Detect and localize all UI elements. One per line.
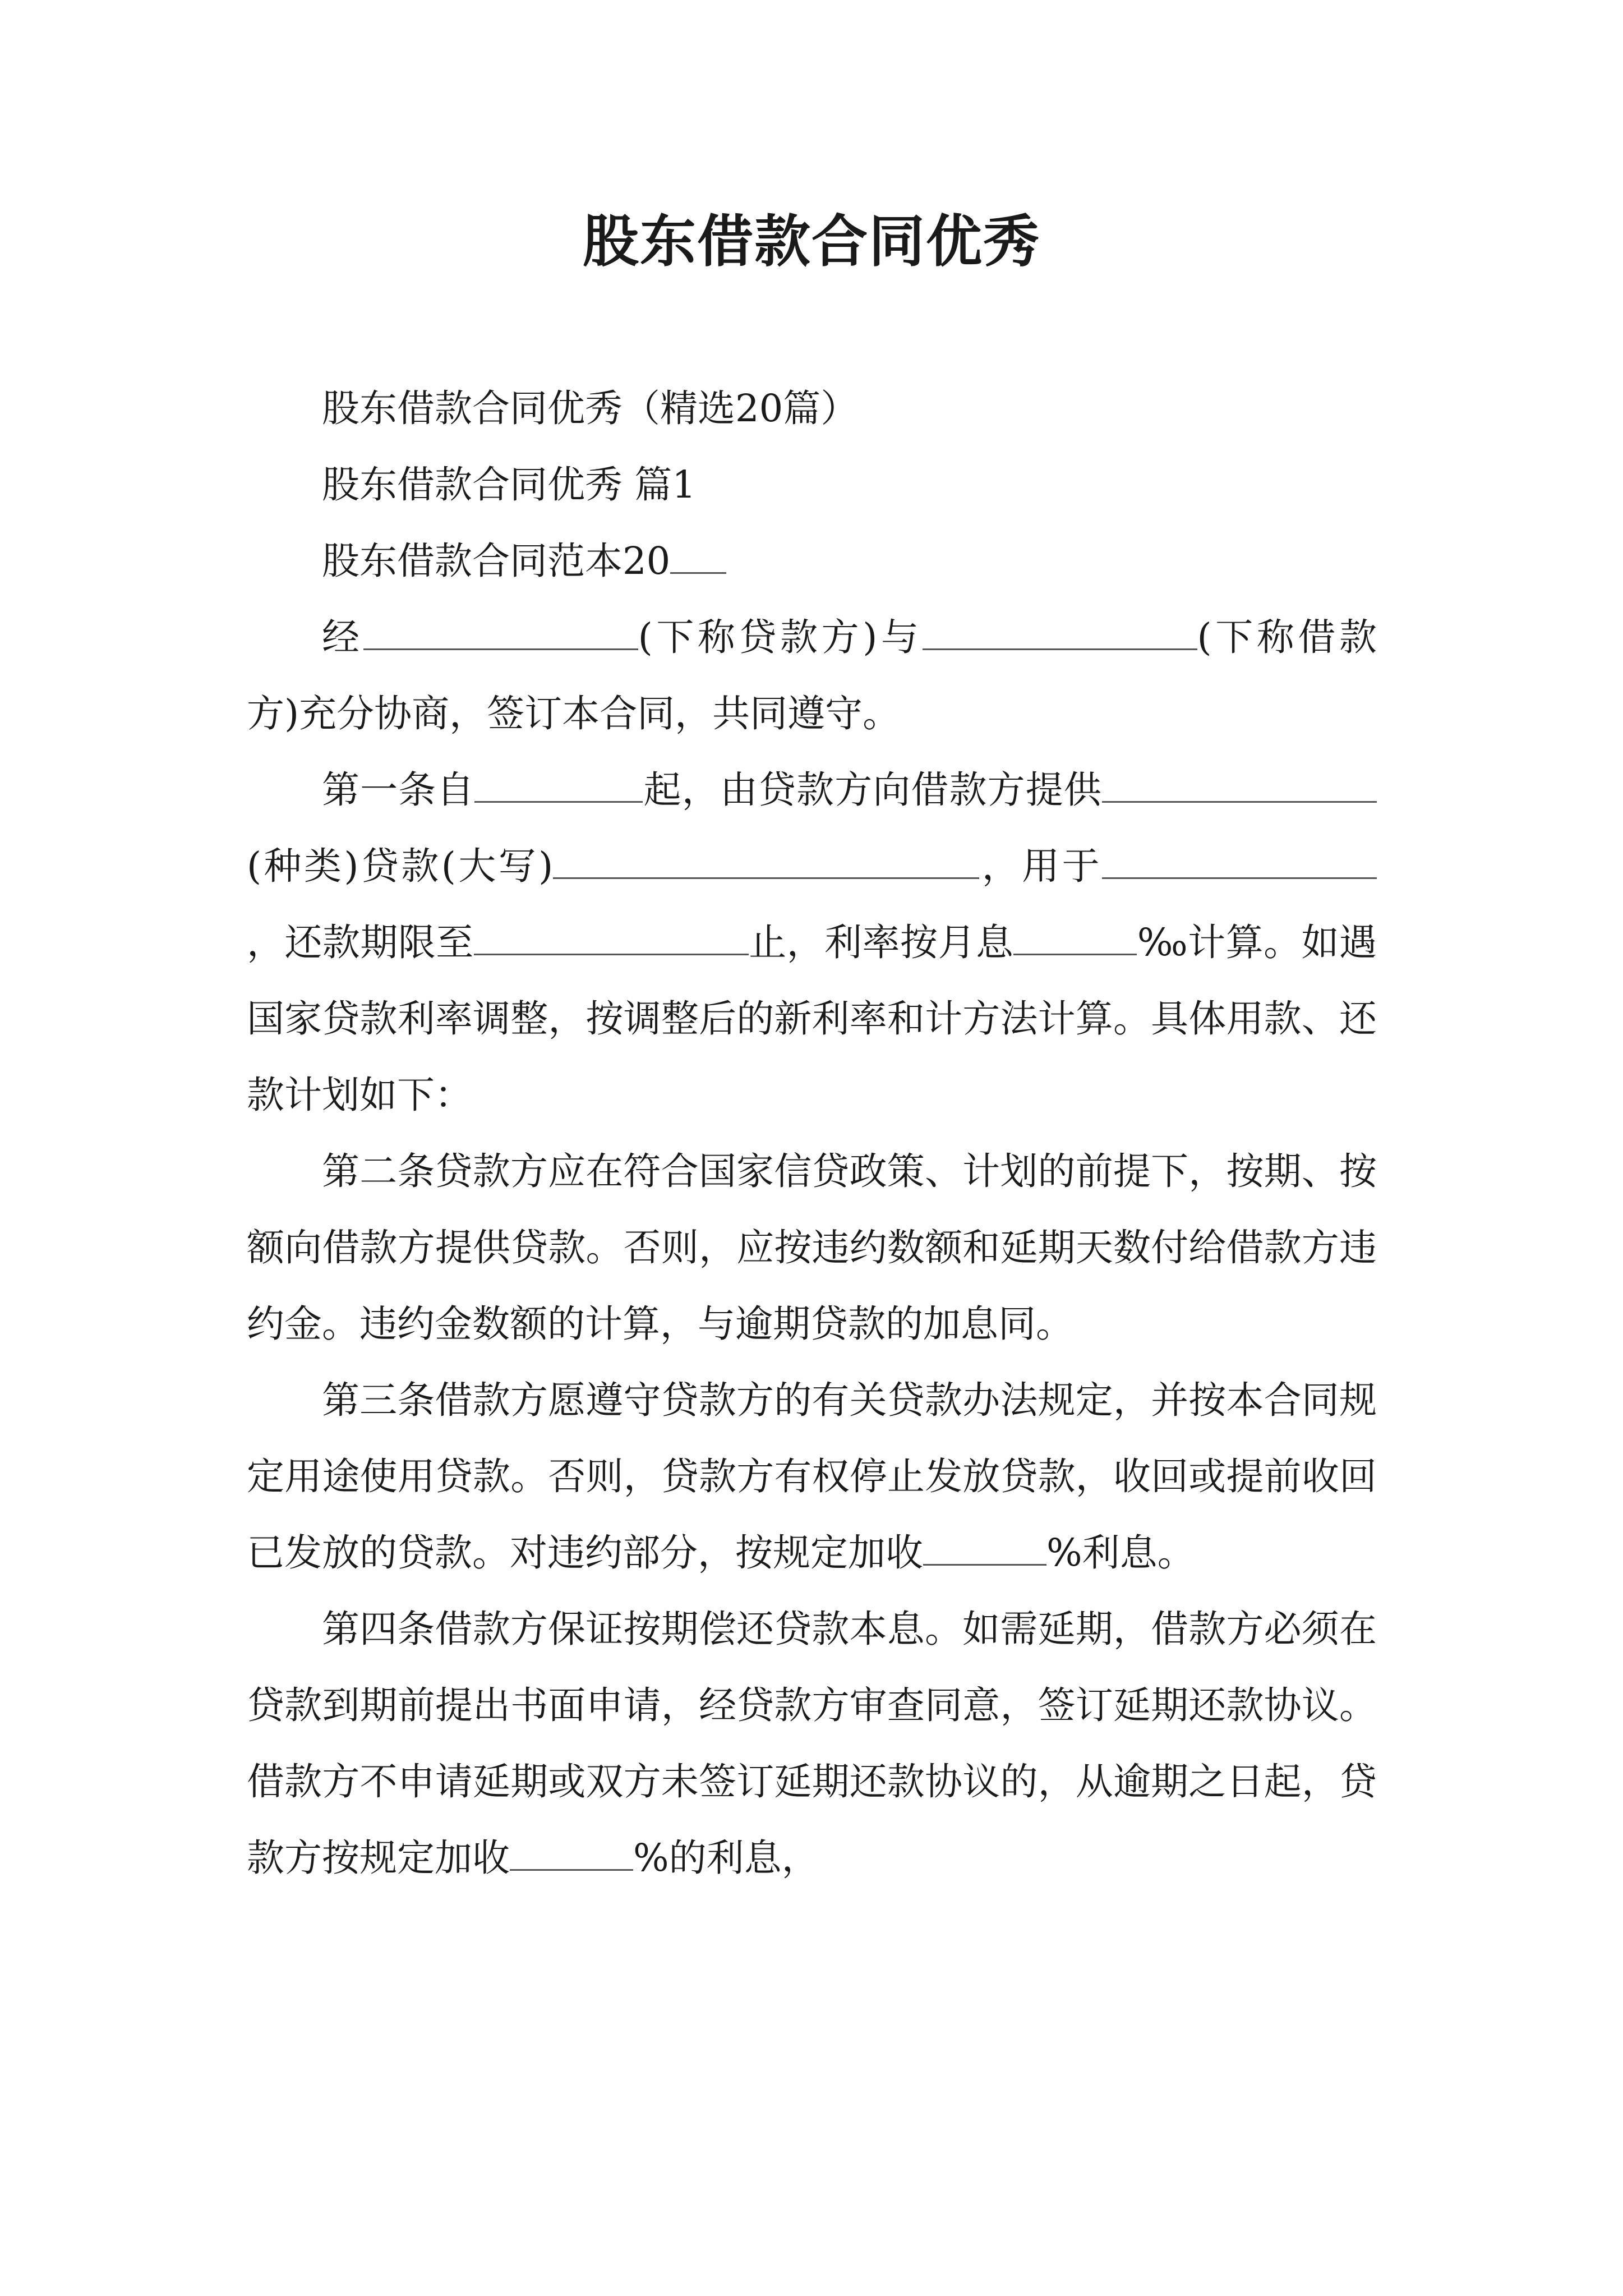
text-segment: %利息。: [1046, 1531, 1195, 1575]
text-segment: 第四条借款方保证按期偿还贷款本息。如需延期，借款方必须在贷款到期前提出书面申请，经贷款方审查同意，签订延期还款协议。借款方不申请延期或双方未签订延期还款协议的，从逾期之日起，贷款方按规定加收: [247, 1607, 1377, 1880]
article-4: [247, 1591, 1377, 1896]
chapter-line: [247, 447, 1377, 523]
blank-field[interactable]: [553, 841, 979, 879]
paragraph-parties: [247, 599, 1377, 752]
text-segment: 第一条自: [322, 768, 475, 812]
text-segment: 止，利率按月息: [748, 921, 1014, 964]
text-segment: (种类)贷款(大写): [247, 844, 554, 888]
article-1: [247, 752, 1377, 1133]
document-body: [247, 370, 1377, 1896]
blank-field[interactable]: [474, 918, 749, 955]
text-segment: ，用于: [979, 844, 1103, 888]
subtitle-line: [247, 370, 1377, 447]
text-segment: 第二条贷款方应在符合国家信贷政策、计划的前提下，按期、按额向借款方提供贷款。否则，应按违约数额和延期天数付给借款方违约金。违约金数额的计算，与逾期贷款的加息同。: [247, 1149, 1377, 1346]
subtitle-text: 股东借款合同优秀（精选20篇）: [322, 386, 859, 430]
blank-field[interactable]: [1013, 918, 1137, 955]
blank-field[interactable]: [363, 613, 638, 650]
text-segment: ‰计算。如遇国家贷款利率调整，按调整后的新利率和计方法计算。具体用款、还款计划如下：: [247, 921, 1377, 1117]
text-segment: ，还款期限至: [247, 921, 474, 964]
text-segment: (下称借款方)充分协商，签订本合同，共同遵守。: [247, 615, 1377, 735]
template-text: 股东借款合同范本20: [322, 539, 671, 583]
article-2: [247, 1133, 1377, 1362]
text-segment: 经: [322, 615, 363, 659]
article-3: [247, 1362, 1377, 1591]
blank-field[interactable]: [923, 1528, 1046, 1566]
document-title: 股东借款合同优秀: [583, 208, 1040, 274]
template-line: [247, 523, 1377, 599]
text-segment: (下称贷款方)与: [638, 615, 923, 659]
blank-field[interactable]: [923, 613, 1197, 650]
blank-field[interactable]: [1102, 841, 1377, 879]
text-segment: 起，由贷款方向借款方提供: [643, 768, 1103, 812]
blank-field[interactable]: [510, 1833, 633, 1871]
chapter-text: 股东借款合同优秀 篇1: [322, 463, 696, 507]
blank-field[interactable]: [1102, 765, 1377, 803]
blank-field[interactable]: [670, 536, 726, 574]
text-segment: %的利息，: [633, 1836, 819, 1880]
blank-field[interactable]: [474, 765, 643, 803]
text-segment: 第三条借款方愿遵守贷款方的有关贷款办法规定，并按本合同规定用途使用贷款。否则，贷款方有权停止发放贷款，收回或提前收回已发放的贷款。对违约部分，按规定加收: [247, 1378, 1377, 1575]
